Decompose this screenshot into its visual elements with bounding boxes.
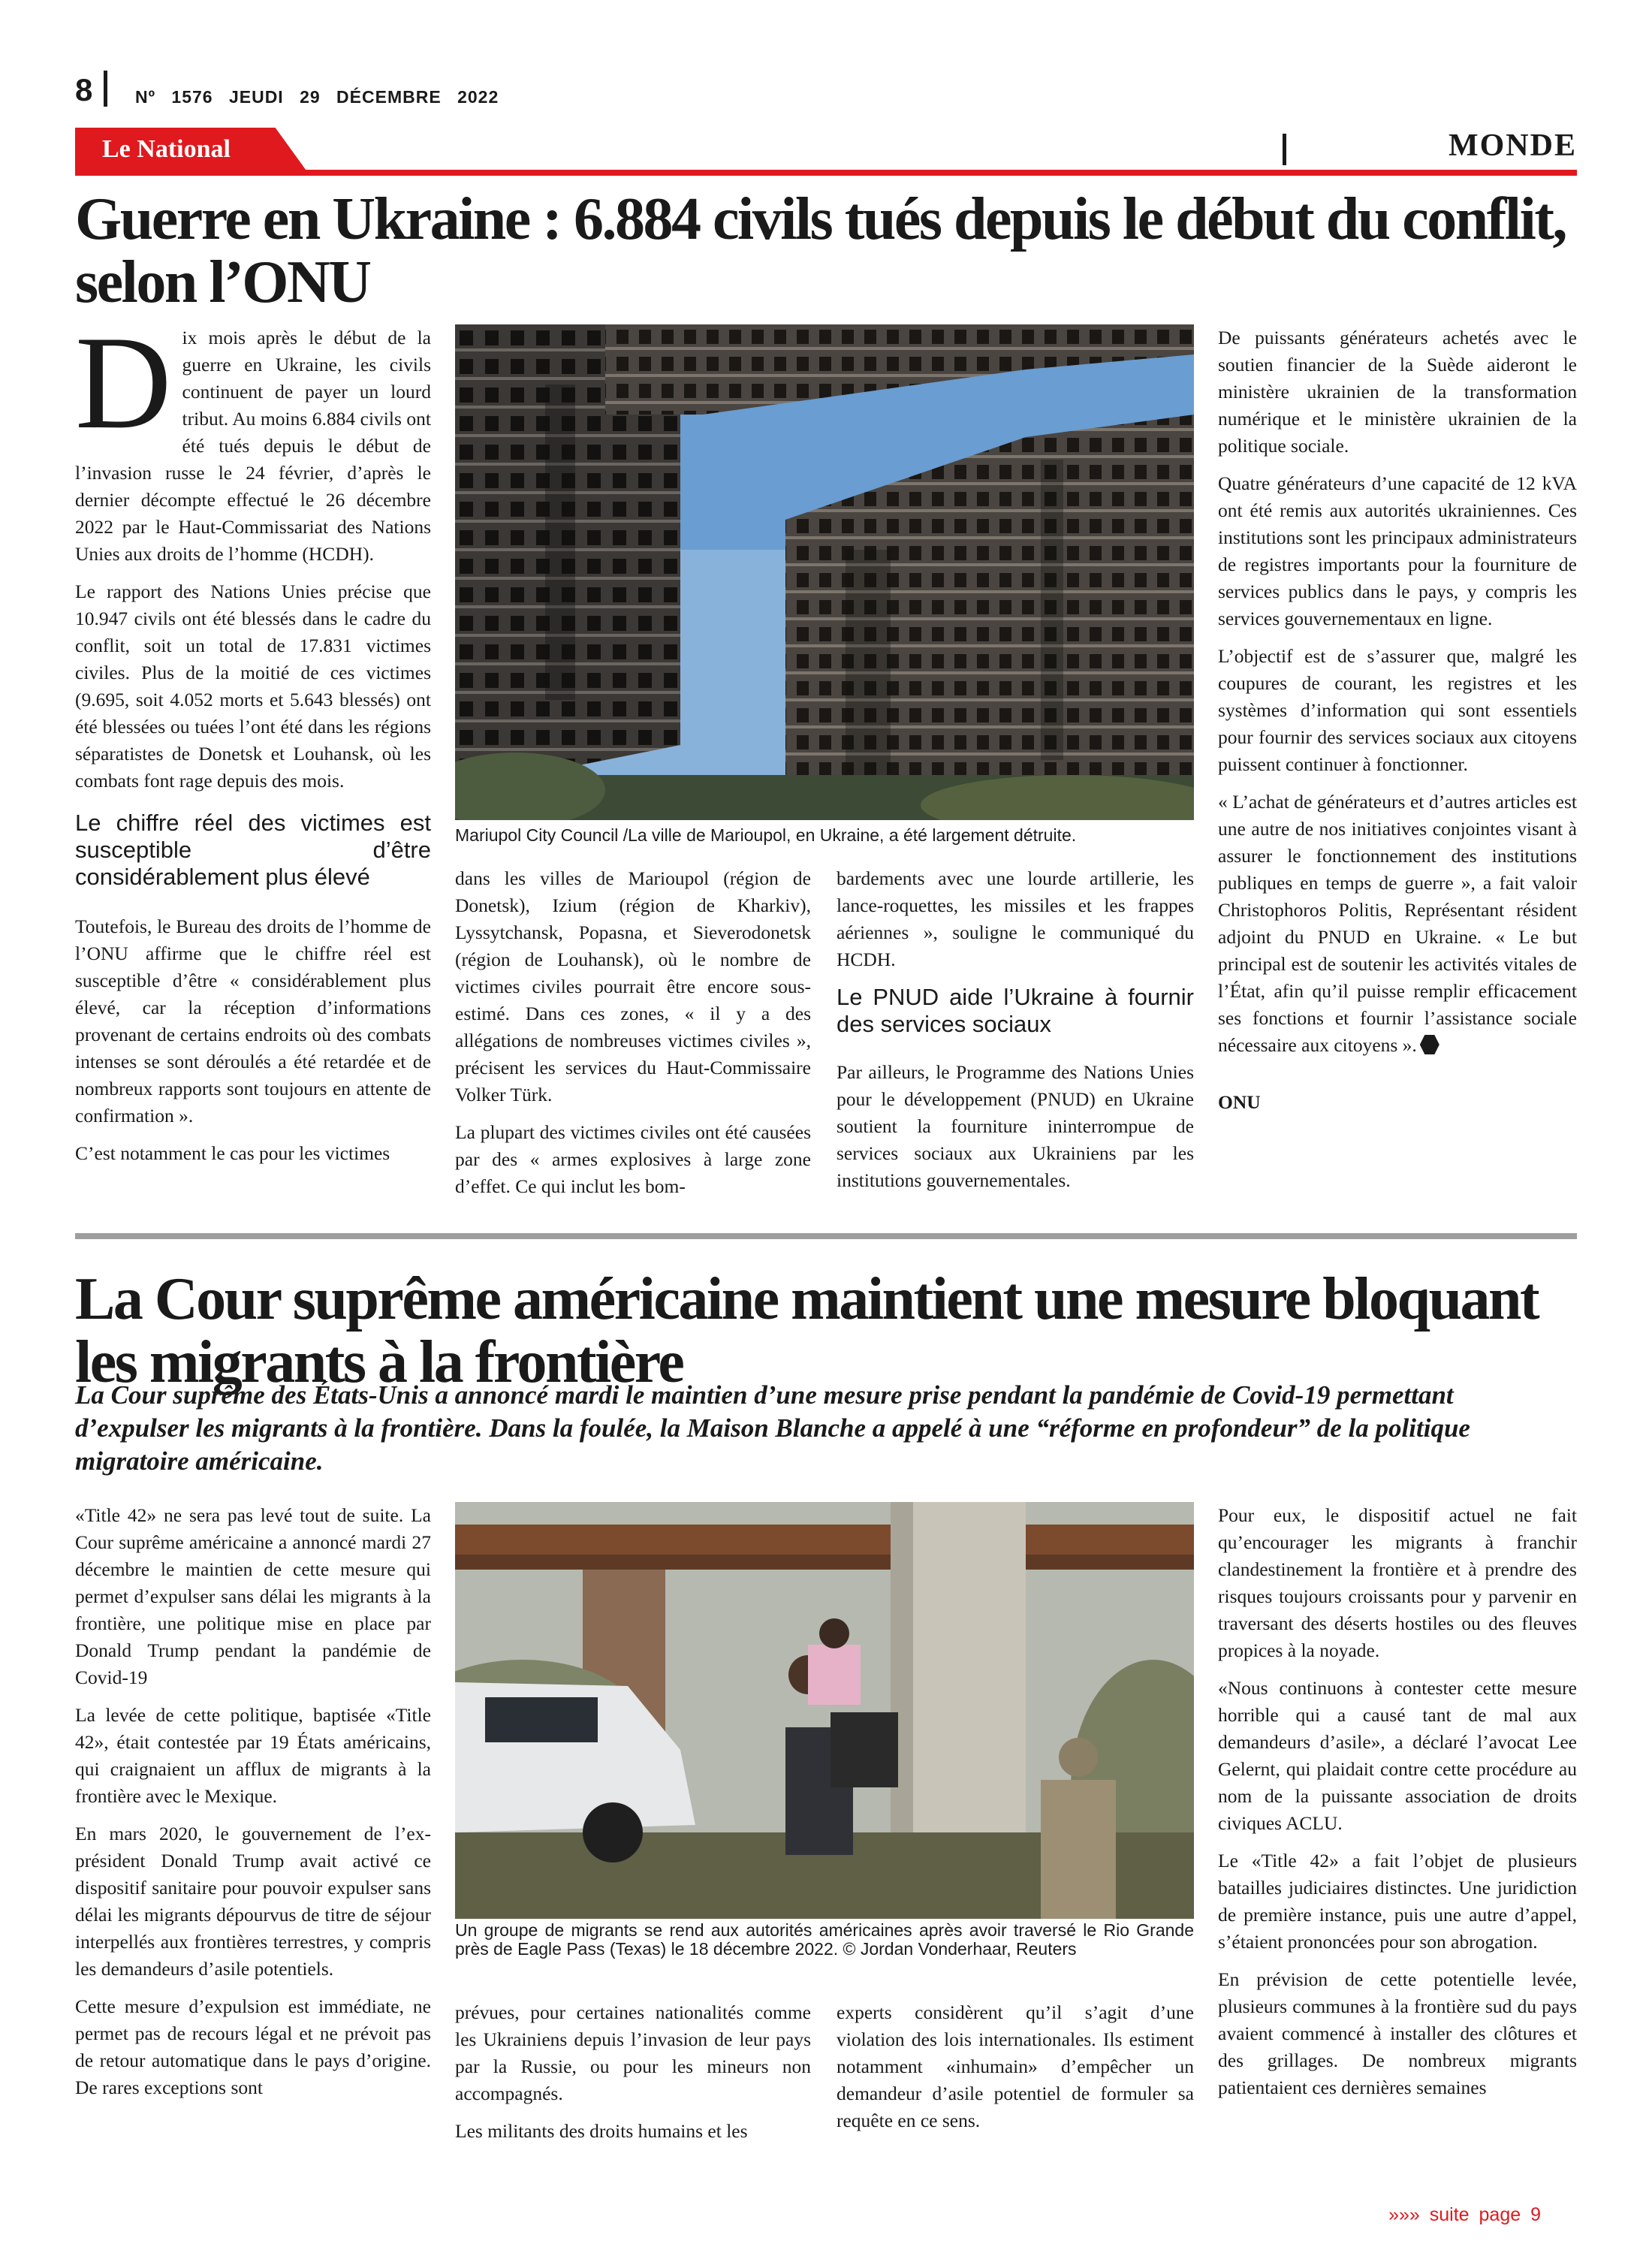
ukraine-building-photo	[455, 324, 1194, 820]
article1-paragraph: L’objectif est de s’assurer que, malgré les coupures de courant, les registres et les systèmes d’information qui sont essentiels pour fournir des services sociaux aux citoyens puissent continuer à fonctionner.	[1218, 645, 1577, 775]
article1-subheading: Le PNUD aide l’Ukraine à fournir des services sociaux	[837, 984, 1194, 1037]
article1-paragraph: Par ailleurs, le Programme des Nations Unies pour le développement (PNUD) en Ukraine soutient la fourniture ininterrompue de services sociaux aux Ukrainiens par les institutions gouvernementales.	[837, 1061, 1194, 1191]
article2-paragraph: experts considèrent qu’il s’agit d’une violation des lois internationales. Ils estiment notamment «inhumain» d’empêcher un demandeur d’asile potentiel de formuler sa requête en ce sens.	[837, 2001, 1194, 2131]
article2-column-4	[1218, 1502, 1577, 2112]
migrants-border-image	[455, 1502, 1194, 1919]
article-separator	[75, 1233, 1577, 1239]
section-title: MONDE	[1449, 128, 1577, 163]
article1-subheading: Le chiffre réel des victimes est susceptible d’être considérablement plus élevé	[75, 810, 431, 890]
article1-paragraph: Quatre générateurs d’une capacité de 12 kVA ont été remis aux autorités ukrainiennes. Ces institutions sont les principaux administrateurs de registres importants pour la fourniture de services publics dans le pays, y compris les services gouvernementaux en ligne.	[1218, 472, 1577, 629]
article2-lead: La Cour suprême des États-Unis a annoncé mardi le maintien d’une mesure prise pendant la pandémie de Covid-19 permettant d’expulser les migrants à la frontière. Dans la foulée, la Maison Blanche a appelé à une “réforme en profondeur” de la politique migratoire américaine.	[75, 1380, 1470, 1476]
article1-column-4	[1218, 324, 1577, 1126]
article2-paragraph: Le «Title 42» a fait l’objet de plusieurs batailles judiciaires distinctes. Une juridiction de première instance, puis une autre d’appel, s’étaient prononcées pour son abrogation.	[1218, 1850, 1577, 1953]
article2-column-3	[837, 1999, 1194, 2145]
article1-paragraph: Le rapport des Nations Unies précise que 10.947 civils ont été blessés dans le cadre du conflit, soit un total de 17.831 victimes civiles. Plus de la moitié de ces victimes (9.695, soit 4.052 morts et 5.643 blessés) ont été blessées ou tuées l’ont été dans les régions séparatistes de Donetsk et Louhansk, où les combats font rage depuis des mois.	[75, 581, 431, 792]
article2-column-1	[75, 1502, 431, 2112]
migrants-photo	[455, 1502, 1194, 1919]
article2-headline: La Cour suprême américaine maintient une mesure bloquant les migrants à la frontière	[75, 1266, 1539, 1395]
ukraine-photo-caption: Mariupol City Council /La ville de Marioupol, en Ukraine, a été largement détruite.	[455, 825, 1077, 845]
article2-paragraph: En mars 2020, le gouvernement de l’ex-président Donald Trump avait activé ce dispositif sanitaire pour pouvoir expulser sans délai les migrants dépourvus de titre de séjour interpellés aux frontières terrestres, y compris les demandeurs d’asile potentiels.	[75, 1823, 431, 1980]
continued-on-page-link[interactable]: »»» suite page 9	[1388, 2204, 1541, 2225]
brand-name: Le National	[102, 135, 231, 163]
article2-paragraph: «Nous continuons à contester cette mesure horrible qui a causé tant de mal aux demandeurs d’asile», a déclaré l’avocat Lee Gelernt, qui plaidait contre cette procédure au nom de la puissante association de droits civiques ACLU.	[1218, 1677, 1577, 1834]
article1-paragraph: La plupart des victimes civiles ont été causées par des « armes explosives à large zone d’effet. Ce qui inclut les bom-	[455, 1121, 811, 1197]
article1-paragraph: bardements avec une lourde artillerie, les lance-roquettes, les missiles et les frappes aériennes », souligne le communiqué du HCDH.	[837, 867, 1194, 970]
article1-column-3	[837, 865, 1194, 1205]
article2-paragraph: Les militants des droits humains et les	[455, 2120, 748, 2142]
page-number: 8	[75, 72, 93, 107]
header-rule	[75, 170, 1577, 176]
end-of-article-icon	[1420, 1035, 1439, 1054]
article1-headline: Guerre en Ukraine : 6.884 civils tués depuis le début du conflit, selon l’ONU	[75, 186, 1566, 315]
article1-paragraph: De puissants générateurs achetés avec le soutien financier de la Suède aideront le ministère ukrainien de la transformation numérique et le ministère ukrainien de la politique sociale.	[1218, 327, 1577, 457]
article1-paragraph: ix mois après le début de la guerre en Ukraine, les civils continuent de payer un lourd tribut. Au moins 6.884 civils ont été tués depuis le début de l’invasion russe le 24 février, d’après le dernier décompte effectué le 26 décembre 2022 par le Haut-Commissariat des Nations Unies aux droits de l’homme (HCDH).	[75, 327, 431, 565]
dropcap: D	[75, 308, 172, 457]
article2-paragraph: Cette mesure d’expulsion est immédiate, ne permet pas de recours légal et ne prévoit pas de retour automatique dans le pays d’origine. De rares exceptions sont	[75, 1995, 431, 2098]
destroyed-building-image	[455, 324, 1194, 820]
issue-line: Nº 1576 JEUDI 29 DÉCEMBRE 2022	[135, 87, 499, 107]
article2-paragraph: Pour eux, le dispositif actuel ne fait qu’encourager les migrants à franchir clandestinement la frontière et à prendre des risques toujours croissants pour y parvenir en traversant des déserts hostiles ou des fleuves propices à la noyade.	[1218, 1504, 1577, 1661]
article1-paragraph: C’est notamment le cas pour les victimes	[75, 1142, 390, 1164]
migrants-photo-caption: Un groupe de migrants se rend aux autorités américaines après avoir traversé le Rio Grande près de Eagle Pass (Texas) le 18 décembre 2022. © Jordan Vonderhaar, Reuters	[455, 1920, 1194, 1959]
article2-paragraph: «Title 42» ne sera pas levé tout de suite. La Cour suprême américaine a annoncé mardi 27 décembre le maintien de cette mesure qui permet d’expulser sans délai les migrants à la frontière, une politique mise en place par Donald Trump pendant la pandémie de Covid-19	[75, 1504, 431, 1688]
article2-paragraph: La levée de cette politique, baptisée «Title 42», était contestée par 19 États américains, qui craignaient un afflux de migrants à la frontière avec le Mexique.	[75, 1704, 431, 1807]
article2-paragraph: prévues, pour certaines nationalités comme les Ukrainiens depuis l’invasion de leur pays par la Russie, ou pour les mineurs non accompagnés.	[455, 2001, 811, 2104]
article2-paragraph: En prévision de cette potentielle levée, plusieurs communes à la frontière sud du pays avaient commencé à installer des clôtures et des grillages. De nombreux migrants patientaient ces dernières semaines	[1218, 1968, 1577, 2098]
article1-final-text: « L’achat de générateurs et d’autres articles est une autre de nos initiatives conjointes visant à assurer le fonctionnement des institutions publiques en temps de guerre », a fait valoir Christophoros Politis, Représentant résident adjoint du PNUD en Ukraine. « Le but principal est de soutenir les activités vitales de l’État, afin qu’il puisse remplir efficacement ses fonctions et fournir l’assistance sociale nécessaire aux citoyens ».	[1218, 791, 1577, 1056]
article1-column-1	[75, 308, 431, 1178]
article1-column-2	[455, 865, 811, 1211]
article1-signature: ONU	[1218, 1091, 1261, 1113]
section-divider	[1283, 134, 1286, 165]
page-number-divider	[104, 71, 107, 107]
article1-paragraph: dans les villes de Marioupol (région de Donetsk), Izium (région de Kharkiv), Lyssytchansk, Popasna, et Sieverodonetsk (région de Louhansk), où le nombre de victimes civiles pourrait être encore sous-estimé. Dans ces zones, « il y a des allégations de nombreuses victimes civiles », précisent les services du Haut-Commissaire Volker Türk.	[455, 867, 811, 1105]
article2-column-2	[455, 1999, 811, 2155]
article1-paragraph: Toutefois, le Bureau des droits de l’homme de l’ONU affirme que le chiffre réel est susceptible d’être « considérablement plus élevé, car la réception d’informations provenant de certains endroits où des combats intenses se sont déroulés a été retardée et de nombreux rapports sont toujours en attente de confirmation ».	[75, 915, 431, 1126]
article1-paragraph	[1218, 789, 1577, 1059]
